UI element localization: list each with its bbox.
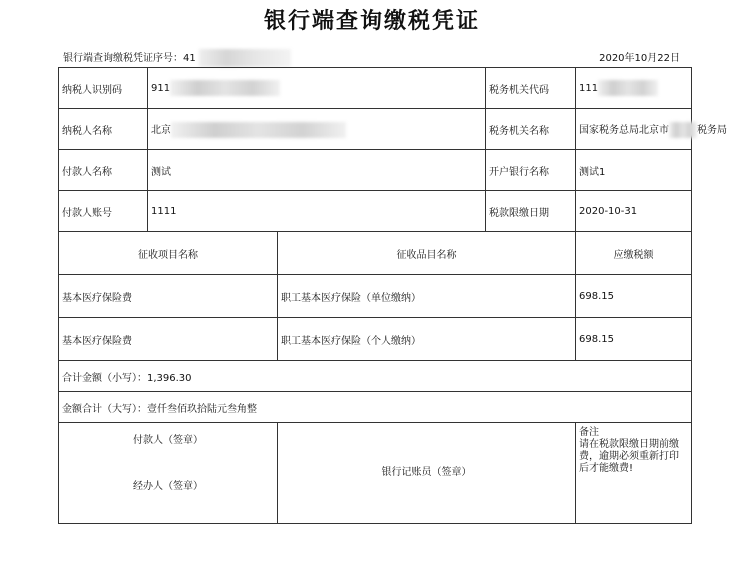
- voucher-table: [58, 67, 727, 524]
- taxpayer-id-label: 纳税人识别码: [59, 68, 148, 109]
- serial-number: [63, 49, 291, 67]
- row-taxpayer-id: [59, 68, 692, 109]
- item-category: 职工基本医疗保险（个人缴纳）: [278, 318, 576, 361]
- voucher-title: 银行端查询缴税凭证: [263, 8, 480, 34]
- remark-text: 请在税款限缴日期前缴费，逾期必须重新打印后才能缴费!: [579, 439, 679, 474]
- redaction-blur: [598, 80, 658, 96]
- payer-name-value: 测试: [148, 150, 486, 191]
- deadline-label: 税款限缴日期: [486, 191, 576, 232]
- serial-label: 银行端查询缴税凭证序号：: [63, 53, 183, 64]
- total-small-row: [59, 361, 692, 392]
- handler-signature: 经办人（签章）: [133, 481, 203, 492]
- bank-name-value: 测试1: [576, 150, 692, 191]
- total-small: 合计金额（小写）：1,396.30: [59, 361, 692, 392]
- deadline-value: 2020-10-31: [576, 191, 692, 232]
- taxpayer-id-value: 911: [148, 68, 486, 109]
- redaction-blur: [669, 122, 697, 138]
- taxpayer-name-label: 纳税人名称: [59, 109, 148, 150]
- payer-account-label: 付款人账号: [59, 191, 148, 232]
- redaction-blur: [171, 122, 346, 138]
- item-project: 基本医疗保险费: [59, 275, 278, 318]
- payer-signature-cell: [59, 423, 278, 524]
- row-taxpayer-name: [59, 109, 692, 150]
- issue-date: 2020年10月22日: [599, 53, 680, 64]
- redaction-blur: [170, 80, 280, 96]
- payer-signature: 付款人（签章）: [133, 435, 203, 446]
- header-category: 征收品目名称: [278, 232, 576, 275]
- items-header-row: [59, 232, 692, 275]
- header-project: 征收项目名称: [59, 232, 278, 275]
- tax-office-code-label: 税务机关代码: [486, 68, 576, 109]
- item-category: 职工基本医疗保险（单位缴纳）: [278, 275, 576, 318]
- table-row: [59, 318, 692, 361]
- item-amount: 698.15: [576, 318, 692, 361]
- row-payer-name: [59, 150, 692, 191]
- item-project: 基本医疗保险费: [59, 318, 278, 361]
- signature-row: [59, 423, 692, 524]
- row-payer-account: [59, 191, 692, 232]
- payer-account-value: 1111: [148, 191, 486, 232]
- payer-name-label: 付款人名称: [59, 150, 148, 191]
- item-amount: 698.15: [576, 275, 692, 318]
- total-big: 金额合计（大写）：壹仟叁佰玖拾陆元叁角整: [59, 392, 692, 423]
- bank-name-label: 开户银行名称: [486, 150, 576, 191]
- table-row: [59, 275, 692, 318]
- remark-cell: [576, 423, 692, 524]
- serial-value: 41: [183, 53, 196, 64]
- header-amount: 应缴税额: [576, 232, 692, 275]
- bank-clerk-signature: 银行记账员（签章）: [278, 423, 576, 524]
- taxpayer-name-value: 北京: [148, 109, 486, 150]
- tax-office-name-label: 税务机关名称: [486, 109, 576, 150]
- remark-title: 备注: [579, 427, 599, 438]
- tax-office-name-value: 国家税务总局北京市 税务局: [576, 109, 692, 150]
- tax-office-code-value: 111: [576, 68, 692, 109]
- total-big-row: [59, 392, 692, 423]
- redaction-blur: [199, 49, 291, 67]
